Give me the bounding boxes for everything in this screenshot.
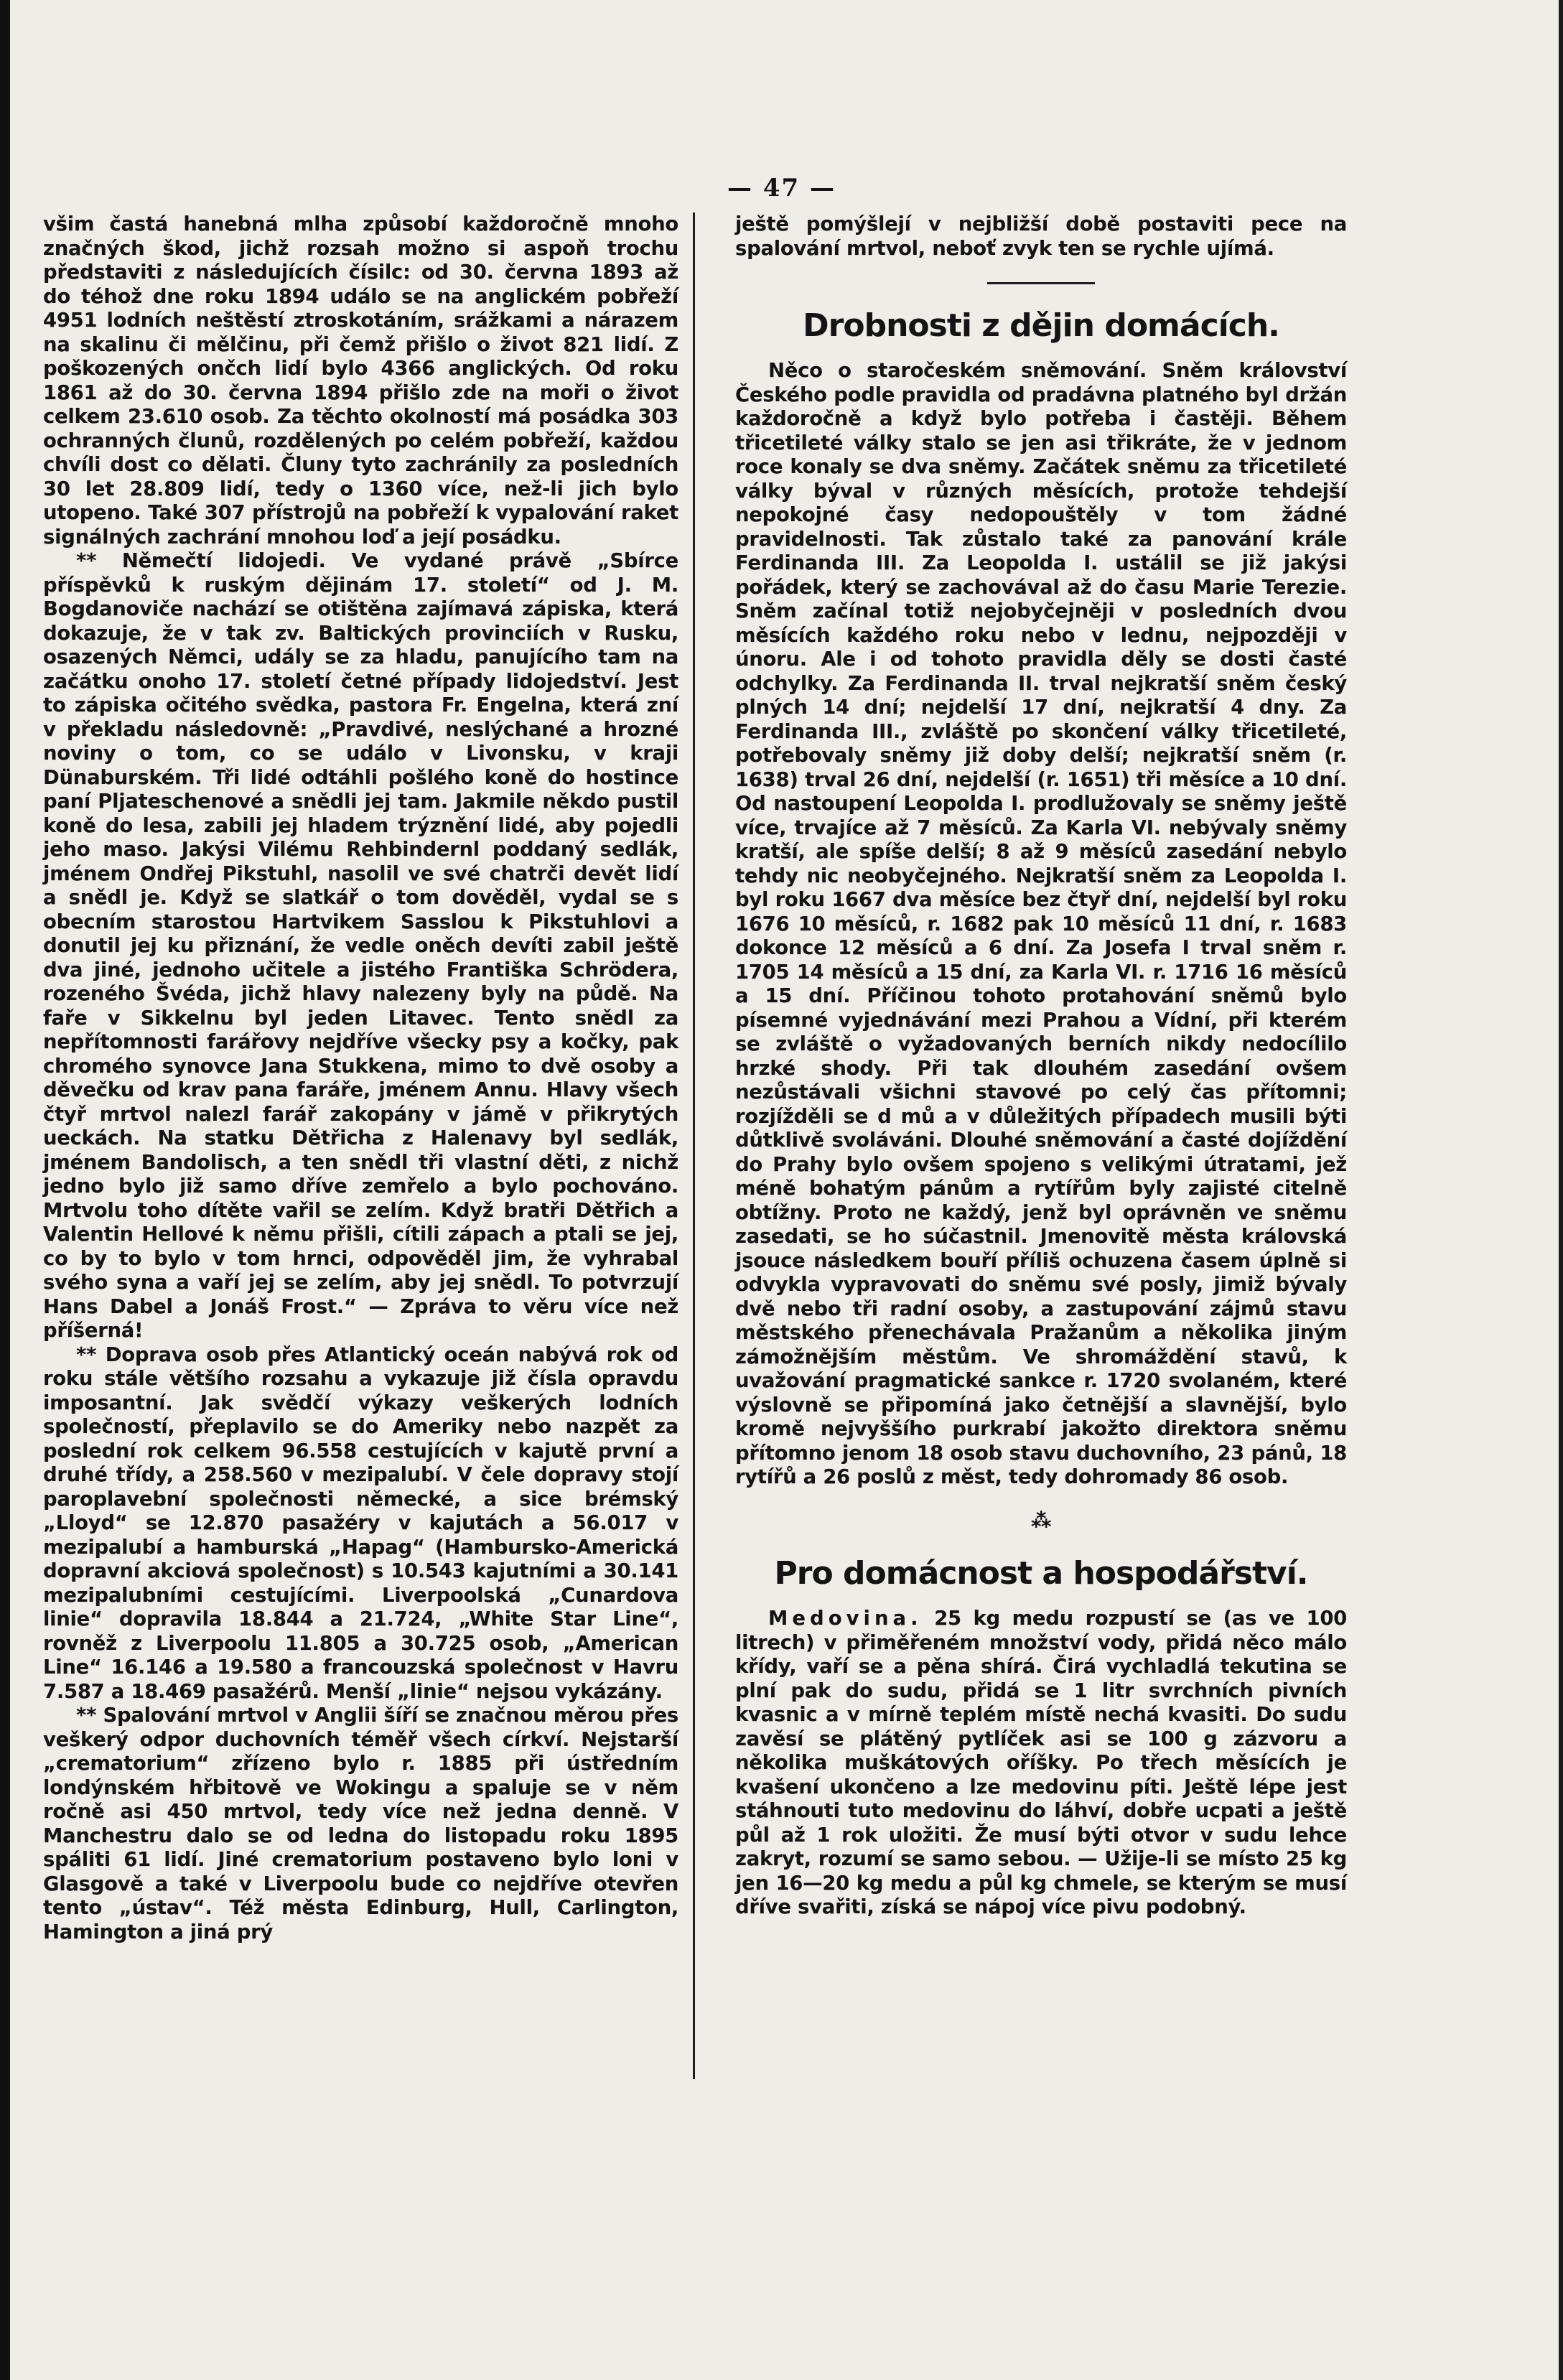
- column-divider: [693, 213, 695, 2079]
- left-paragraph-3: ** Doprava osob přes Atlantický oceán nabývá rok od roku stále většího rozsahu a vykazuje již čísla opravdu imposantní. Jak svědčí výkazy veškerých lodních společností, přeplavilo se do Ameriky nebo nazpět za poslední rok celkem 96.558 cestujících v kajutě první a druhé třídy, a 258.560 v mezipalubí. V čele dopravy stojí paroplavební společnosti německé, a sice brémský „Lloyd“ se 12.870 pasažéry v kajutách a 56.017 v mezipalubí a hamburská „Hapag“ (Hambursko-Americká dopravní akciová společnost) s 10.543 kajutními a 30.141 mezipalubními cestujícími. Liverpoolská „Cunardova linie“ dopravila 18.844 a 21.724, „White Star Line“, rovněž z Liverpoolu 11.805 a 30.725 osob, „American Line“ 16.146 a 19.580 a francouzská společnost v Havru 7.587 a 18.469 pasažérů. Menší „linie“ nejsou vykázány.: [43, 1343, 678, 1703]
- left-paragraph-4: ** Spalování mrtvol v Anglii šíří se značnou měrou přes veškerý odpor duchovních téměř všech církví. Nejstarší „crematorium“ zřízeno bylo r. 1885 při ústředním londýnském hřbitově ve Wokingu a spaluje se v něm ročně asi 450 mrtvol, tedy více než jedna denně. V Manchestru dalo se od ledna do listopadu roku 1895 spáliti 61 lidí. Jiné crematorium postaveno bylo loni v Glasgově a také v Liverpoolu bude co nejdříve otevřen tento „ústav“. Též města Edinburg, Hull, Carlington, Hamington a jiná prý: [43, 1704, 678, 1943]
- page-edge-right: [1559, 0, 1563, 2380]
- page-number: — 47 —: [727, 174, 836, 202]
- section1-paragraph: Něco o staročeském sněmování. Sněm království Českého podle pravidla od pradávna platného byl držán každoročně a když bylo potřeba i častěji. Během třicetileté války stalo se jen asi třikráte, že v jednom roce konaly se dva sněmy. Začátek sněmu za třicetileté války býval v různých měsících, protože tehdejší nepokojné časy nedopouštěly v tom žádné pravidelnosti. Tak zůstalo také za panování krále Ferdinanda III. Za Leopolda I. ustálil se již jakýsi pořádek, který se zachovával až do času Marie Terezie. Sněm začínal totiž nejobyčejněji v posledních dvou měsících každého roku nebo v lednu, nejpozději v únoru. Ale i od tohoto pravidla děly se dosti časté odchylky. Za Ferdinanda II. trval nejkratší sněm český plných 14 dní; nejdelší 17 dní, nejkratší 4 dny. Za Ferdinanda III., zvláště po skončení války třicetileté, potřebovaly sněmy již doby delší; nejkratší sněm (r. 1638) trval 26 dní, nejdelší (r. 1651) tři měsíce a 10 dní. Od nastoupení Leopolda I. prodlužovaly se sněmy ještě více, trvajíce až 7 měsíců. Za Karla VI. nebývaly sněmy kratší, ale spíše delší; 8 až 9 měsíců zasedání nebylo tehdy nic neobyčejného. Nejkratší sněm za Leopolda I. byl roku 1667 dva měsíce bez čtyř dní, nejdelší byl roku 1676 10 měsíců, r. 1682 pak 10 měsíců 11 dní, r. 1683 dokonce 12 měsíců a 6 dní. Za Josefa I trval sněm r. 1705 14 měsíců a 15 dní, za Karla VI. r. 1716 16 měsíců a 15 dní. Příčinou tohoto protahování sněmů bylo písemné vyjednávání mezi Prahou a Vídní, při kterém se zvláště o vyžadovaných berních nikdy nedocílilo hrzké shody. Při tak dlouhém zasedání ovšem nezůstávali všichni stavové po celý čas přítomni; rozjížděli se d mů a v důležitých případech musili býti důtklivě svoláváni. Dlouhé sněmování a časté dojíždění do Prahy bylo ovšem spojeno s velikými útratami, jež méně bohatým pánům a rytířům byly zajisté citelně obtížny. Proto ne každý, jenž byl oprávněn ve sněmu zasedati, se ho súčastnil. Jmenovitě města královská jsouce následkem bouří příliš ochuzena časem úplně si odvykla vypravovati do sněmu své posly, jimiž bývaly dvě nebo tři radní osoby, a zastupování zájmů stavu městského přenechávala Pražanům a několika jiným zámožnějším městům. Ve shromáždění stavů, k uvažování pragmatické sankce r. 1720 svolaném, které výslovně se připomíná jako četnější a slavnější, bylo kromě nejvyššího purkrabí jakožto direktora sněmu přítomno jenom 18 osob stavu duchovního, 23 pánů, 18 rytířů a 26 poslů z měst, tedy dohromady 86 osob.: [735, 359, 1347, 1488]
- section-title-domacnost: Pro domácnost a hospodářství.: [774, 1555, 1308, 1592]
- right-column: [735, 213, 1347, 1920]
- section2-lead: Medovina.: [768, 1607, 923, 1630]
- ornament-divider: ⁂: [1030, 1508, 1052, 1532]
- left-paragraph-2: ** Němečtí lidojedi. Ve vydané právě „Sbírce příspěvků k ruským dějinám 17. století“ od J. M. Bogdanoviče nachází se otištěna zajímavá zápiska, která dokazuje, že v tak zv. Baltických provinciích v Rusku, osazených Němci, udály se za hladu, panujícího tam na začátku onoho 17. století četné případy lidojedství. Jest to zápiska očitého svědka, pastora Fr. Engelna, která zní v překladu následovně: „Pravdivé, neslýchané a hrozné noviny o tom, co se událo v Livonsku, v kraji Dünaburském. Tři lidé odtáhli pošlého koně do hostince paní Pljateschenové a snědli jej tam. Jakmile někdo pustil koně do lesa, zabili jej hladem trýznění lidé, aby pojedli jeho maso. Jakýsi Vilému Rehbindernl poddaný sedlák, jménem Ondřej Pikstuhl, nasolil ve své chatrči devět lidí a snědl je. Když se slatkář o tom dověděl, vydal se s obecním starostou Hartvikem Sasslou k Pikstuhlovi a donutil jej ku přiznání, že vedle oněch devíti zabil ještě dva jiné, jednoho učitele a jistého Františka Schrödera, rozeného Švéda, jichž hlavy nalezeny byly na půdě. Na faře v Sikkelnu byl jeden Litavec. Tento snědl za nepřítomnosti farářovy nejdříve všecky psy a kočky, pak chromého synovce Jana Stukkena, mimo to dvě osoby a děvečku od krav pana faráře, jménem Annu. Hlavy všech čtyř mrtvol nalezl farář zakopány v jámě v přikrytých ueckách. Na statku Dětřicha z Halenavy byl sedlák, jménem Bandolisch, a ten snědl tři vlastní děti, z nichž jedno bylo již samo dříve zemřelo a bylo pochováno. Mrtvolu toho dítěte vařil se zelím. Když bratři Dětřich a Valentin Hellové k němu přišli, cítili zápach a ptali se jej, co by to bylo v tom hrnci, odpověděl jim, že vyhrabal svého syna a vaří jej se zelím, aby jej snědl. To potvrzují Hans Dabel a Jonáš Frost.“ — Zpráva to věru více než příšerná!: [43, 549, 678, 1342]
- left-paragraph-1: všim častá hanebná mlha způsobí každoročně mnoho značných škod, jichž rozsah možno si aspoň trochu představiti z následujících čísilc: od 30. června 1893 až do téhož dne roku 1894 událo se na anglickém pobřeží 4951 lodních neštěstí ztroskotáním, srážkami a nárazem na skalinu či mělčinu, při čemž přišlo o život 821 lidí. Z poškozených ončch lidí bylo 4366 anglických. Od roku 1861 až do 30. června 1894 přišlo zde na moři o život celkem 23.610 osob. Za těchto okolností má posádka 303 ochranných člunů, rozdělených po celém pobřeží, každou chvíli dost co dělati. Čluny tyto zachránily za posledních 30 let 28.809 lidí, tedy o 1360 více, než-li jich bylo utopeno. Také 307 přístrojů na pobřeží k vypalování raket signálných zachrání mnohou loď a její posádku.: [43, 213, 678, 549]
- right-intro-paragraph: ještě pomýšlejí v nejbližší době postaviti pece na spalování mrtvol, neboť zvyk ten se rychle ujímá.: [735, 213, 1347, 260]
- section-title-drobnosti: Drobnosti z dějin domácích.: [803, 307, 1279, 344]
- section-divider: [987, 282, 1095, 284]
- section2-paragraph: [735, 1607, 1347, 1920]
- left-column: [43, 213, 678, 1944]
- section2-body: 25 kg medu rozpustí se (as ve 100 litrech) v přiměřeném množství vody, přidá něco málo křídy, vaří se a pěna shírá. Čirá vychladlá tekutina se plní pak do sudu, přidá se 1 litr svrchních pivních kvasnic a v mírně teplém místě nechá kvasiti. Do sudu zavěsí se plátěný pytlíček asi se 100 g zázvoru a několika muškátových oříšky. Po třech měsících je kvašení ukončeno a lze medovinu píti. Ještě lépe jest stáhnouti tuto medovinu do láhví, dobře ucpati a ještě půl až 1 rok uložiti. Že musí býti otvor v sudu lehce zakryt, rozumí se samo sebou. — Užije-li se místo 25 kg jen 16—20 kg medu a půl kg chmele, se kterým se musí dříve svařiti, získá se nápoj více pivu podobný.: [735, 1607, 1347, 1918]
- page-edge-left: [0, 0, 10, 2380]
